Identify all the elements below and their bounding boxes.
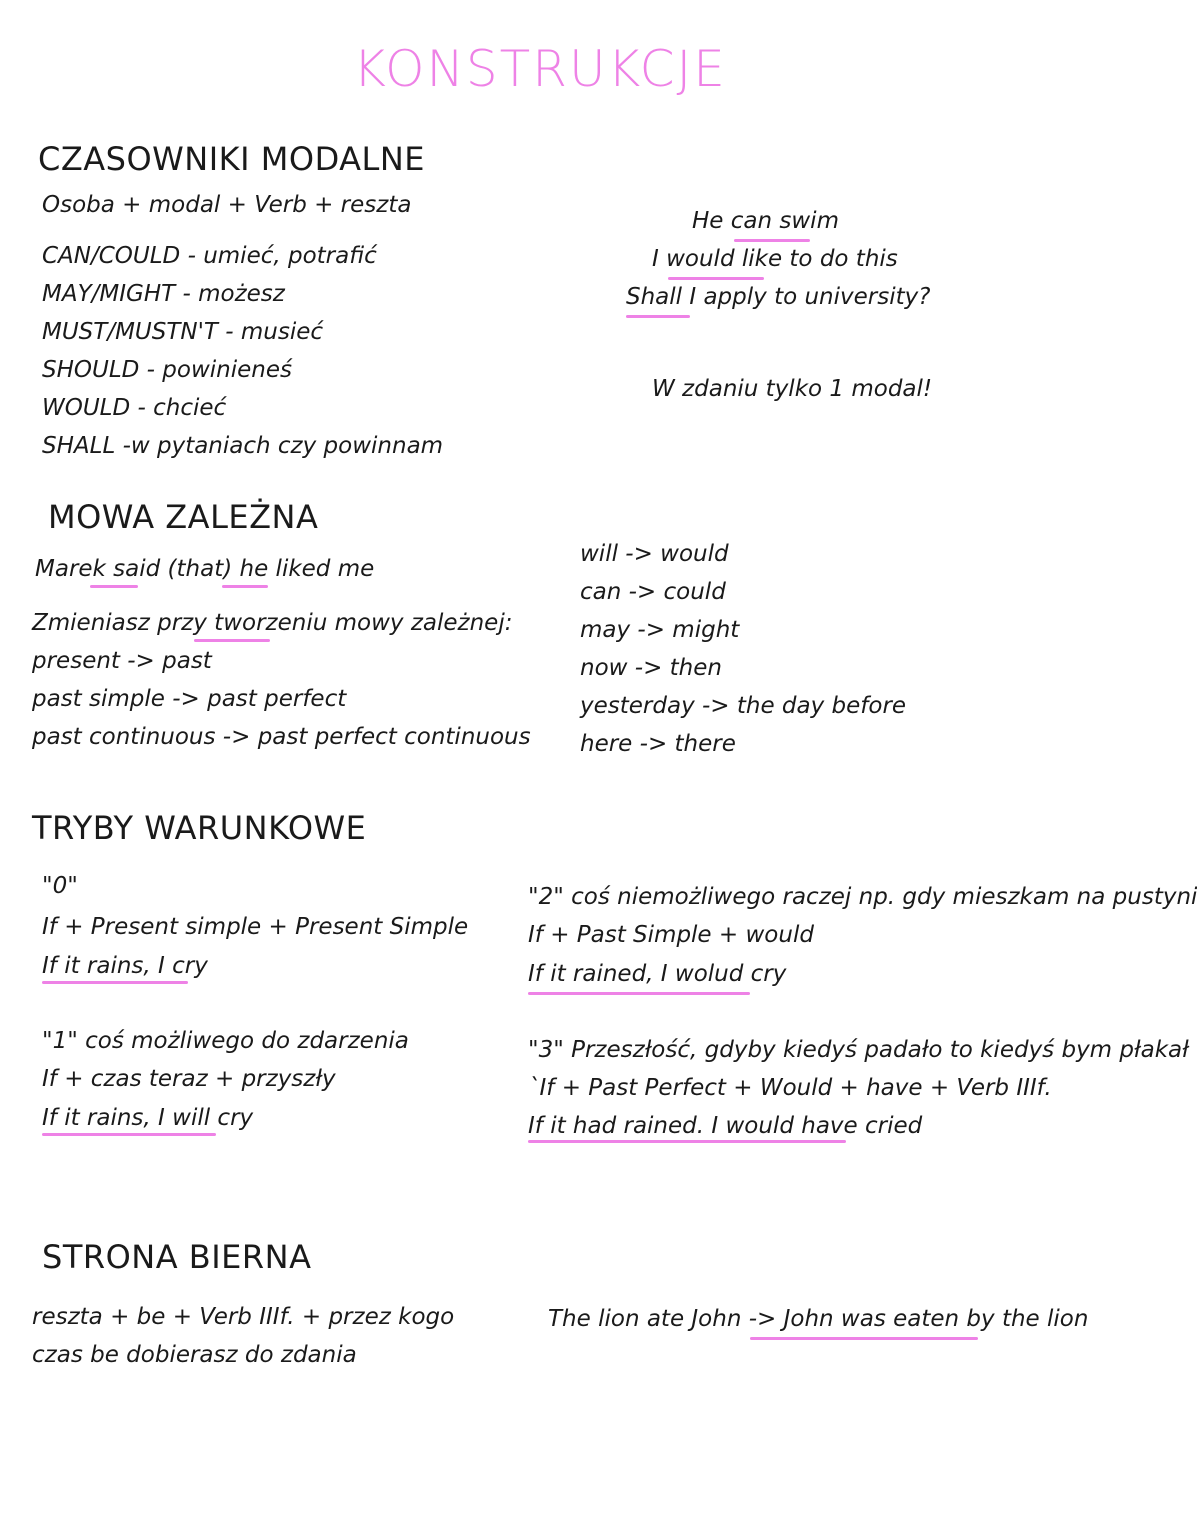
- third-formula: `If + Past Perfect + Would + have + Verb IIIf.: [528, 1075, 1052, 1101]
- word-change: will -> would: [580, 541, 729, 567]
- tense-change: past continuous -> past perfect continuous: [32, 724, 531, 750]
- underline: [194, 639, 270, 642]
- second-formula: If + Past Simple + would: [528, 922, 814, 948]
- modal-item: SHALL -w pytaniach czy powinnam: [42, 433, 444, 459]
- zero-label: "0": [42, 873, 78, 899]
- passive-example: The lion ate John -> John was eaten by the lion: [548, 1306, 1089, 1332]
- underline: [528, 1140, 846, 1143]
- underline: [90, 585, 138, 588]
- modal-note: W zdaniu tylko 1 modal!: [652, 376, 933, 402]
- reported-changes-intro: Zmieniasz przy tworzeniu mowy zależnej:: [32, 610, 513, 636]
- third-label: "3" Przeszłość, gdyby kiedyś padało to kiedyś bym płakał: [528, 1037, 1189, 1063]
- underline: [528, 992, 750, 995]
- third-example: If it had rained. I would have cried: [528, 1113, 923, 1139]
- modal-example: I would like to do this: [652, 246, 898, 272]
- word-change: may -> might: [580, 617, 740, 643]
- modal-example: Shall I apply to university?: [626, 284, 931, 310]
- passive-note: czas be dobierasz do zdania: [32, 1342, 357, 1368]
- modal-item: MUST/MUSTN'T - musieć: [42, 319, 324, 345]
- underline: [42, 1133, 216, 1136]
- underline: [42, 981, 188, 984]
- tense-change: past simple -> past perfect: [32, 686, 347, 712]
- modal-heading: CZASOWNIKI MODALNE: [38, 140, 426, 178]
- second-example: If it rained, I wolud cry: [528, 961, 787, 987]
- reported-example: Marek said (that) he liked me: [35, 556, 375, 582]
- modal-item: CAN/COULD - umieć, potrafić: [42, 243, 377, 269]
- underline: [734, 239, 810, 242]
- reported-heading: MOWA ZALEŻNA: [48, 498, 319, 536]
- second-label: "2" coś niemożliwego raczej np. gdy mieszkam na pustyni: [528, 884, 1197, 910]
- underline: [222, 585, 268, 588]
- modal-item: WOULD - chcieć: [42, 395, 227, 421]
- passive-formula: reszta + be + Verb IIIf. + przez kogo: [32, 1304, 455, 1330]
- first-label: "1" coś możliwego do zdarzenia: [42, 1028, 409, 1054]
- modal-item: SHOULD - powinieneś: [42, 357, 292, 383]
- word-change: yesterday -> the day before: [580, 693, 907, 719]
- zero-formula: If + Present simple + Present Simple: [42, 914, 469, 940]
- zero-example: If it rains, I cry: [42, 953, 208, 979]
- word-change: here -> there: [580, 731, 736, 757]
- underline: [750, 1337, 978, 1340]
- underline: [668, 277, 764, 280]
- tense-change: present -> past: [32, 648, 212, 674]
- modal-item: MAY/MIGHT - możesz: [42, 281, 285, 307]
- modal-example: He can swim: [692, 208, 839, 234]
- word-change: can -> could: [580, 579, 726, 605]
- modal-formula: Osoba + modal + Verb + reszta: [42, 192, 412, 218]
- conditionals-heading: TRYBY WARUNKOWE: [32, 809, 367, 847]
- passive-heading: STRONA BIERNA: [42, 1238, 312, 1276]
- first-example: If it rains, I will cry: [42, 1105, 254, 1131]
- underline: [626, 315, 690, 318]
- word-change: now -> then: [580, 655, 722, 681]
- first-formula: If + czas teraz + przyszły: [42, 1066, 336, 1092]
- page-title: KONSTRUKCJE: [353, 40, 727, 98]
